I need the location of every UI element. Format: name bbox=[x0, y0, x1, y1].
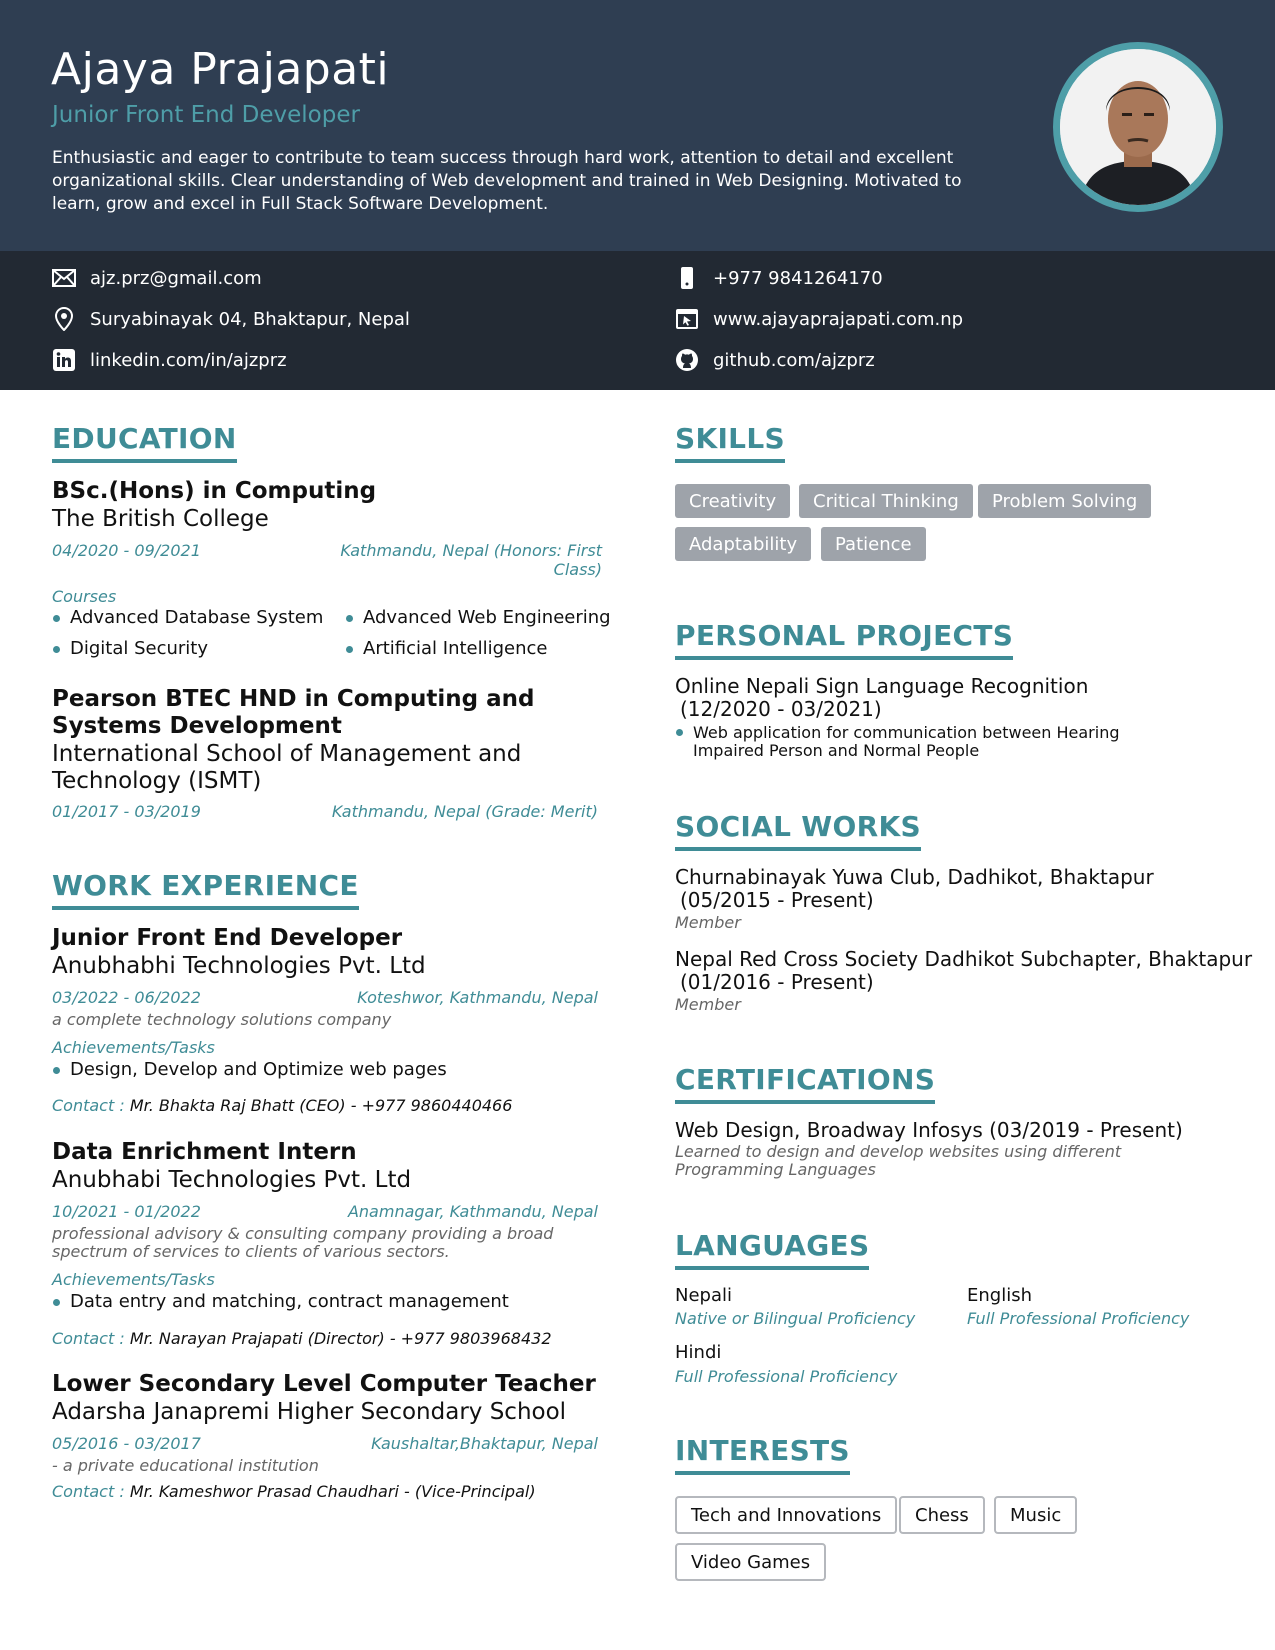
job-title: Lower Secondary Level Computer Teacher bbox=[52, 1371, 596, 1397]
contact-person: Mr. Kameshwor Prasad Chaudhari - (Vice-Principal) bbox=[129, 1482, 536, 1501]
contact-email[interactable] bbox=[52, 265, 262, 291]
github-icon bbox=[675, 348, 699, 372]
language-name: English bbox=[967, 1285, 1032, 1306]
institution-name: The British College bbox=[52, 506, 269, 532]
course-item: Artificial Intelligence bbox=[345, 638, 548, 660]
job-title: Junior Front End Developer bbox=[52, 925, 403, 951]
language-name: Hindi bbox=[675, 1342, 722, 1363]
job-location: Kaushaltar,Bhaktapur, Nepal bbox=[371, 1434, 598, 1453]
contact-person: Mr. Bhakta Raj Bhatt (CEO) - +977 9860440466 bbox=[129, 1096, 513, 1115]
course-item: Advanced Database System bbox=[52, 607, 323, 629]
certifications-title: CERTIFICATIONS bbox=[675, 1063, 935, 1104]
education-dates: 04/2020 - 09/2021 bbox=[52, 541, 201, 560]
education-location: Kathmandu, Nepal (Honors: First Class) bbox=[340, 541, 602, 579]
language-level: Native or Bilingual Proficiency bbox=[675, 1309, 916, 1328]
contact-label: Contact : bbox=[52, 1329, 125, 1348]
skill-tag: Problem Solving bbox=[978, 484, 1151, 518]
project-description: Web application for communication between Hearing Impaired Person and Normal People bbox=[675, 724, 1195, 760]
personal-projects-title: PERSONAL PROJECTS bbox=[675, 619, 1013, 660]
skills-title: SKILLS bbox=[675, 422, 785, 463]
email-text: ajz.prz@gmail.com bbox=[90, 267, 262, 289]
courses-label: Courses bbox=[52, 587, 117, 606]
phone-icon bbox=[675, 266, 699, 290]
phone-text: +977 9841264170 bbox=[713, 267, 883, 289]
interest-tag: Tech and Innovations bbox=[675, 1496, 897, 1534]
education-location: Kathmandu, Nepal (Grade: Merit) bbox=[331, 802, 598, 821]
languages-title: LANGUAGES bbox=[675, 1229, 869, 1270]
contact-label: Contact : bbox=[52, 1096, 125, 1115]
linkedin-text: linkedin.com/in/ajzprz bbox=[90, 349, 287, 371]
job-title: Data Enrichment Intern bbox=[52, 1139, 357, 1165]
project-dates: (12/2020 - 03/2021) bbox=[680, 697, 882, 721]
job-dates: 03/2022 - 06/2022 bbox=[52, 988, 201, 1007]
tasks-label: Achievements/Tasks bbox=[52, 1038, 215, 1057]
job-dates: 05/2016 - 03/2017 bbox=[52, 1434, 201, 1453]
job-location: Koteshwor, Kathmandu, Nepal bbox=[357, 988, 598, 1007]
contact-bar bbox=[0, 251, 1275, 390]
job-contact bbox=[52, 1482, 536, 1501]
candidate-role: Junior Front End Developer bbox=[52, 102, 360, 128]
degree-title: Pearson BTEC HND in Computing and Systems Development bbox=[52, 686, 535, 739]
linkedin-icon bbox=[52, 348, 76, 372]
contact-linkedin[interactable] bbox=[52, 347, 287, 373]
degree-title: BSc.(Hons) in Computing bbox=[52, 478, 377, 504]
language-level: Full Professional Proficiency bbox=[967, 1309, 1190, 1328]
social-dates: (01/2016 - Present) bbox=[680, 970, 874, 994]
website-icon bbox=[675, 307, 699, 331]
tasks-label: Achievements/Tasks bbox=[52, 1270, 215, 1289]
job-dates: 10/2021 - 01/2022 bbox=[52, 1202, 201, 1221]
company-description: a complete technology solutions company bbox=[52, 1010, 392, 1029]
social-org: Nepal Red Cross Society Dadhikot Subchapter, Bhaktapur bbox=[675, 947, 1253, 971]
contact-address bbox=[52, 306, 410, 332]
course-item: Digital Security bbox=[52, 638, 208, 660]
education-title: EDUCATION bbox=[52, 422, 237, 463]
profile-summary: Enthusiastic and eager to contribute to team success through hard work, attention to detail and excellent organizational skills. Clear understanding of Web development and trained in Web Designing. Motivated to learn, grow and excel in Full Stack Software Development. bbox=[52, 148, 962, 214]
job-location: Anamnagar, Kathmandu, Nepal bbox=[347, 1202, 598, 1221]
resume-header bbox=[0, 0, 1275, 251]
course-item: Advanced Web Engineering bbox=[345, 607, 611, 629]
company-description: professional advisory & consulting company providing a broad spectrum of services to clients of various sectors. bbox=[52, 1224, 554, 1261]
website-text: www.ajayaprajapati.com.np bbox=[713, 308, 964, 330]
mail-icon bbox=[52, 266, 76, 290]
social-role: Member bbox=[675, 995, 741, 1014]
company-name: Adarsha Janapremi Higher Secondary School bbox=[52, 1399, 567, 1425]
company-name: Anubhabi Technologies Pvt. Ltd bbox=[52, 1167, 412, 1193]
contact-label: Contact : bbox=[52, 1482, 125, 1501]
github-text: github.com/ajzprz bbox=[713, 349, 875, 371]
job-contact bbox=[52, 1096, 512, 1115]
contact-person: Mr. Narayan Prajapati (Director) - +977 9803968432 bbox=[129, 1329, 552, 1348]
certification-description: Learned to design and develop websites using different Programming Languages bbox=[675, 1142, 1122, 1179]
task-item: Design, Develop and Optimize web pages bbox=[52, 1059, 447, 1081]
skill-tag: Patience bbox=[821, 527, 926, 561]
candidate-name: Ajaya Prajapati bbox=[51, 44, 390, 95]
contact-website[interactable] bbox=[675, 306, 963, 332]
skill-tag: Critical Thinking bbox=[799, 484, 973, 518]
task-item: Data entry and matching, contract management bbox=[52, 1291, 509, 1313]
social-dates: (05/2015 - Present) bbox=[680, 888, 874, 912]
project-name: Online Nepali Sign Language Recognition bbox=[675, 674, 1089, 698]
interest-tag: Chess bbox=[899, 1496, 985, 1534]
location-pin-icon bbox=[52, 307, 76, 331]
interest-tag: Music bbox=[994, 1496, 1077, 1534]
profile-photo bbox=[1053, 42, 1223, 212]
language-name: Nepali bbox=[675, 1285, 732, 1306]
interest-tag: Video Games bbox=[675, 1543, 826, 1581]
certification-name: Web Design, Broadway Infosys (03/2019 - Present) bbox=[675, 1118, 1183, 1142]
education-dates: 01/2017 - 03/2019 bbox=[52, 802, 201, 821]
interests-title: INTERESTS bbox=[675, 1434, 850, 1475]
contact-github[interactable] bbox=[675, 347, 875, 373]
company-description: - a private educational institution bbox=[52, 1456, 319, 1475]
social-org: Churnabinayak Yuwa Club, Dadhikot, Bhaktapur bbox=[675, 865, 1154, 889]
institution-name: International School of Management and Technology (ISMT) bbox=[52, 741, 522, 794]
skill-tag: Adaptability bbox=[675, 527, 811, 561]
contact-phone[interactable] bbox=[675, 265, 883, 291]
company-name: Anubhabhi Technologies Pvt. Ltd bbox=[52, 953, 426, 979]
social-role: Member bbox=[675, 913, 741, 932]
person-portrait-icon bbox=[1060, 49, 1216, 205]
social-works-title: SOCIAL WORKS bbox=[675, 810, 921, 851]
language-level: Full Professional Proficiency bbox=[675, 1367, 898, 1386]
address-text: Suryabinayak 04, Bhaktapur, Nepal bbox=[90, 308, 410, 330]
work-experience-title: WORK EXPERIENCE bbox=[52, 869, 359, 910]
job-contact bbox=[52, 1329, 552, 1348]
skill-tag: Creativity bbox=[675, 484, 790, 518]
